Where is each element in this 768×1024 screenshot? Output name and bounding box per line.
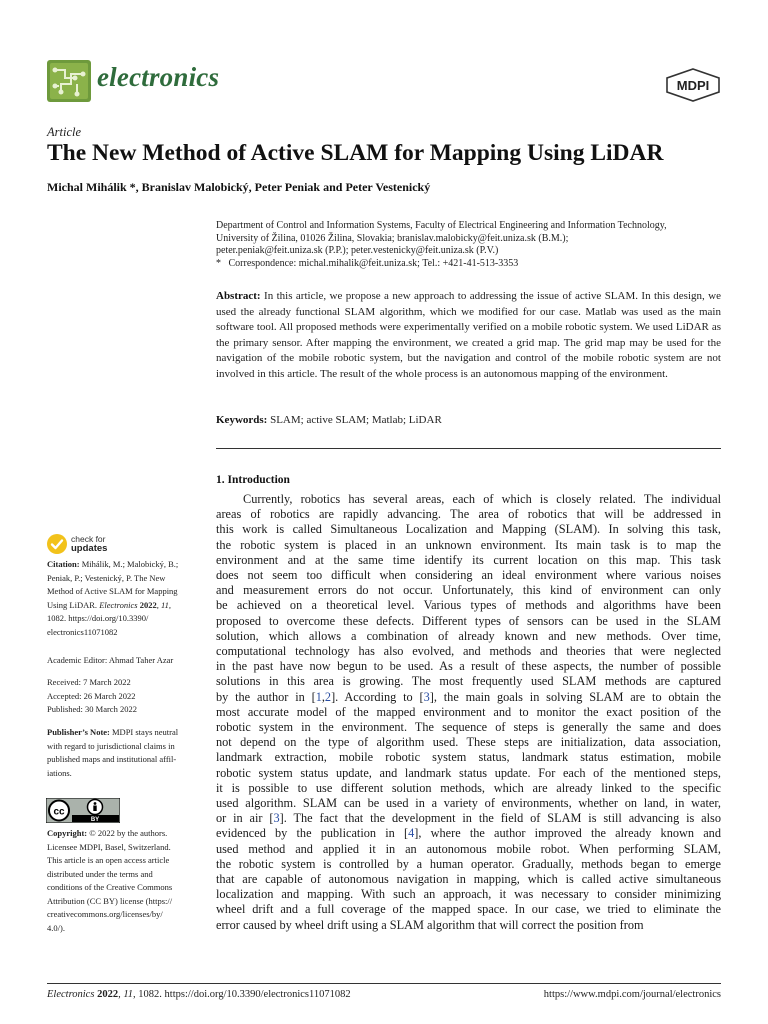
text-fragment: by the author in [ [216,689,316,704]
citation-doi[interactable]: electronics11071082 [47,626,118,637]
citation-line: Method of Active SLAM for Mapping [47,586,178,596]
text-line: localization and mapping. With such an approach, it was necessary to consider minimizing [216,887,721,902]
affiliation [216,220,721,270]
text-line: solutions in this area is growing. The most frequently used SLAM methods are captured [216,674,721,689]
text-fragment: ]. According to [ [331,689,424,704]
check-for-updates-button[interactable] [46,533,156,557]
affiliation-line: Department of Control and Information Systems, Faculty of Electrical Engineering and Information Technology, [216,220,667,231]
footer-volume: , 11, [118,989,136,1000]
text-fragment: , [321,689,325,704]
text-line: used algorithm. SLAM can be used in a variety of environments, whether on land, in water, [216,796,721,811]
section-heading: 1. Introduction [216,474,290,486]
dates [47,676,199,717]
published-date: Published: 30 March 2022 [47,704,137,714]
correspondence-mark: * [216,257,221,269]
text-line: robotic system in the environment. The sequence of steps is generally the same and does [216,720,721,735]
correspondence-text: Correspondence: michal.mihalik@feit.uniza.sk; Tel.: +421-41-513-3353 [228,257,519,269]
publisher-name: MDPI [676,78,710,93]
keywords [216,414,721,426]
text-line: computational technology has also evolved, and methods and theories that were neglected [216,644,721,659]
footer-year: 2022 [94,989,119,1000]
text-line: be achieved on a theoretical level. Various types of methods and algorithms have been [216,598,721,613]
text-line: landmark extraction, mobile robotic system status, landmark status estimation, mobile [216,750,721,765]
text-line: environment and at the same time identify its current location on this map. This task [216,552,721,567]
footer-doi[interactable]: 1082. https://doi.org/10.3390/electronics11071082 [135,989,351,1000]
citation-link[interactable]: 4 [408,826,415,841]
copyright-line: distributed under the terms and [47,868,153,879]
citation-link[interactable]: 3 [273,811,280,826]
citation-doi[interactable]: 1082. https://doi.org/10.3390/ [47,613,149,623]
citation-link[interactable]: 2 [324,689,332,704]
copyright-line: © 2022 by the authors. [87,828,168,838]
text-line: Currently, robotics has several areas, each of which is closely related. The individual [243,492,721,506]
citation-volume: , 11, [156,599,171,610]
check-updates-icon [46,533,68,555]
article-type: Article [47,125,82,139]
journal-logo-icon [47,60,91,102]
affiliation-line: University of Žilina, 01026 Žilina, Slovakia; branislav.malobicky@feit.uniza.sk (B.M.); [216,232,569,244]
footer-citation [47,989,351,1000]
intro-body [216,492,721,933]
text-line [216,690,721,705]
text-line: proposed to overcome these defects. Different types of sensors can be used in the SLAM [216,613,721,628]
publisher-note [47,726,199,780]
pubnote-line: with regard to jurisdictional claims in [47,740,175,751]
copyright-line: conditions of the Creative Commons [47,882,173,892]
text-line: in the past have now begun to be used. As a result of these aspects, the number of possible [216,659,721,674]
footer-divider [47,983,721,984]
author-list: Michal Mihálik *, Branislav Malobický, Peter Peniak and Peter Vestenický [47,180,431,194]
text-line: does not seem too difficult when considering an ideal environment where various noises [216,568,721,583]
citation-journal: Electronics [99,599,138,610]
abstract [216,289,721,383]
text-fragment: ]. The fact that the development in the field of SLAM is still advancing is also [279,811,721,826]
text-line: solution, which allows a combination of already known and new methods. Over time, [216,628,721,643]
keywords-label: Keywords: [216,414,268,426]
cc-by-license-icon[interactable] [46,798,120,823]
updates-label: updates [71,543,108,554]
received-date: Received: 7 March 2022 [47,677,131,687]
citation-label: Citation: [47,559,80,569]
citation-link[interactable]: 3 [423,689,430,704]
text-fragment: ], where the author improved the already known and [414,826,721,841]
text-line: it is possible to use different solution methods, which are already linked to the specific [216,780,721,795]
journal-name: electronics [97,62,220,92]
copyright-block [47,827,199,935]
copyright-line[interactable]: 4.0/). [47,922,65,933]
text-line: error caused by wheel drift using a SLAM algorithm that will correct the position from [216,917,644,932]
keywords-text: SLAM; active SLAM; Matlab; LiDAR [270,414,442,426]
check-for-label: check for [71,534,106,544]
pubnote-label: Publisher’s Note: [47,727,110,737]
text-line [216,826,721,841]
correspondence [216,258,721,271]
text-line: the robotic system is placed in an unknown environment. Its main task is to map the [216,537,721,552]
text-line: that are capable of autonomous navigation in mapping, which is called active simultaneous [216,872,721,887]
copyright-label: Copyright: [47,828,88,838]
academic-editor: Academic Editor: Ahmad Taher Azar [47,655,174,665]
text-fragment: ], the main goals in solving SLAM are to obtain the [429,689,721,704]
abstract-label: Abstract: [216,290,261,302]
text-line: robotic system status update, and landmark status update. For each of the mentioned steps, [216,765,721,780]
citation-link[interactable]: 1 [315,689,322,704]
text-line: areas of robotics are rapidly advancing. The area of robotics that will be addressed in [216,507,721,522]
article-title: The New Method of Active SLAM for Mapping Using LiDAR [47,140,664,166]
affiliation-line: peter.peniak@feit.uniza.sk (P.P.); peter.vestenicky@feit.uniza.sk (P.V.) [216,245,499,257]
citation-line: Peniak, P.; Vestenický, P. The New [47,572,166,583]
copyright-line: Licensee MDPI, Basel, Switzerland. [47,841,171,852]
accepted-date: Accepted: 26 March 2022 [47,690,136,701]
text-line: the robotic system is controlled by a human operator. Gradually, methods began to emerge [216,856,721,871]
mdpi-logo-icon [664,68,722,102]
cc-by-label: BY [90,817,100,823]
svg-text:cc: cc [53,806,65,818]
citation-line: Mihálik, M.; Malobický, B.; [79,559,179,569]
citation-year: 2022 [137,599,157,610]
text-line: this work is called Simultaneous Localization and Mapping (SLAM). In solving this task, [216,522,721,537]
citation-line: Using LiDAR. [47,599,100,610]
footer-journal: Electronics [47,989,95,1000]
pubnote-line: published maps and institutional affil- [47,754,177,764]
abstract-text: In this article, we propose a new approach to addressing the issue of active SLAM. In this design, we used the already functional SLAM algorithm, which we modified for our case. Matlab was used as the main software tool. All proposed methods were experimentally verified on a mobile robotic system. We used LiDAR as the primary sensor. After mapping the environment, we created a grid map. The grid map may be used for the navigation of the mobile robotic system, but the navigation and control of the mobile robotic system are not involved in this article. The result of the whole process is an autonomous mapping of the environment. [216,290,721,380]
citation-block [47,558,199,639]
text-line: and measurement errors do not occur. Unfortunately, this kind of environment can only [216,583,721,598]
copyright-line[interactable]: creativecommons.org/licenses/by/ [47,909,163,919]
footer-journal-url[interactable]: https://www.mdpi.com/journal/electronics [543,989,721,1000]
text-fragment: or in air [ [216,811,274,826]
text-line: wheel drift and a full coverage of the mapped space. In our case, we tried to eliminate the [216,902,721,917]
text-line: used method and applied it in an autonomous mobile robot. When performing SLAM, [216,841,721,856]
text-line [216,811,721,826]
copyright-line: This article is an open access article [47,855,170,865]
text-line: most accurate model of the mapped environment and to monitor the exact position of the [216,704,721,719]
pubnote-line: iations. [47,767,72,778]
section-divider [216,448,721,449]
copyright-line: Attribution (CC BY) license (https:// [47,895,173,906]
text-fragment: evidenced by the publication in [ [216,826,409,841]
pubnote-line: MDPI stays neutral [109,727,179,737]
text-line: not depend on the type of algorithm used. These steps are initialization, data association, [216,735,721,750]
